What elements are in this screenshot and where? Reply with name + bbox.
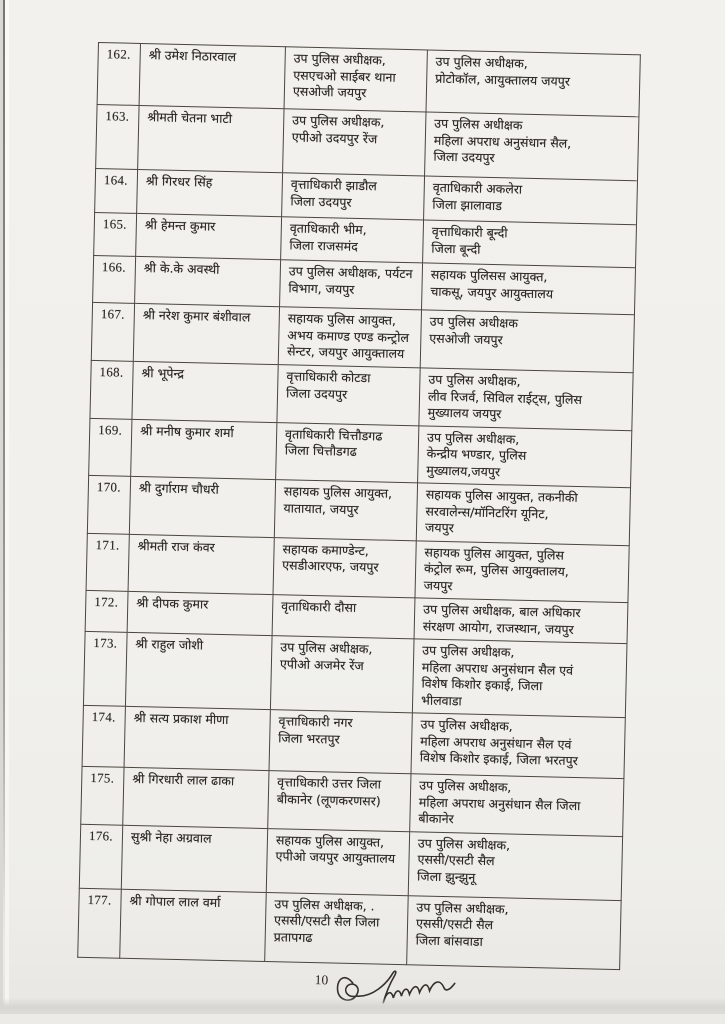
to-post-cell: सहायक पुलिस आयुक्त, तकनीकी सरवालेन्स/मॉनिटरिंग यूनिट, जयपुर <box>416 483 630 545</box>
table-row <box>96 104 639 180</box>
page-number: 10 <box>314 971 329 987</box>
serial-cell: 170. <box>87 475 130 533</box>
from-post-cell: उप पुलिस अधीक्षक, एसएचओ साईबर थाना एसओजी जयपुर <box>284 47 427 112</box>
to-post-cell: उप पुलिस अधीक्षक, महिला अपराध अनुसंधान सैल एवं विशेष किशोर इकाई, जिला भरतपुर <box>411 713 625 779</box>
to-post-cell: उप पुलिस अधीक्षक, एससी/एसटी सैल जिला झुन्झुनू <box>408 831 622 900</box>
serial-cell: 166. <box>93 255 136 303</box>
scan-bottom-edge <box>0 998 725 1014</box>
serial-cell: 167. <box>91 302 134 361</box>
name-cell: श्री सत्य प्रकाश मीणा <box>124 706 270 770</box>
sheet-content <box>76 42 640 1024</box>
name-cell: श्रीमती राज कंवर <box>128 534 274 595</box>
name-cell: श्री मनीष कुमार शर्मा <box>131 419 277 480</box>
name-cell: श्री दुर्गाराम चौधरी <box>129 476 275 537</box>
from-post-cell: वृताधिकारी भीम, जिला राजसमंद <box>281 217 424 263</box>
to-post-cell: उप पुलिस अधीक्षक, लीव रिजर्व, सिविल राईट्स, पुलिस मुख्यालय जयपुर <box>419 368 633 430</box>
serial-cell: 163. <box>96 104 139 169</box>
from-post-cell: वृत्ताधिकारी कोटडा जिला उदयपुर <box>277 365 420 426</box>
serial-cell: 169. <box>89 418 132 476</box>
name-cell: श्री गिरधारी लाल ढाका <box>123 767 269 828</box>
name-cell: श्री भूपेन्द्र <box>132 361 278 422</box>
serial-cell: 172. <box>85 590 128 632</box>
from-post-cell: उप पुलिस अधीक्षक, पर्यटन विभाग, जयपुर <box>280 260 423 310</box>
transfer-table <box>77 42 641 970</box>
serial-cell: 164. <box>95 168 138 213</box>
scan-left-edge-highlight <box>5 0 9 1024</box>
from-post-cell: वृत्ताधिकारी झाडौल जिला उदयपुर <box>282 173 425 220</box>
serial-cell: 175. <box>81 766 124 824</box>
name-cell: श्री हेमन्त कुमार <box>136 213 282 259</box>
name-cell: श्री नरेश कुमार बंशीवाल <box>133 303 279 364</box>
to-post-cell: उप पुलिस अधीक्षक, एससी/एसटी सैल जिला बांसवाडा <box>407 895 622 969</box>
to-post-cell: सहायक पुलिसस आयुक्त, चाकसू, जयपुर आयुक्तालय <box>422 263 636 315</box>
from-post-cell: वृत्ताधिकारी उत्तर जिला बीकानेर (लूणकरणसर) <box>268 771 411 832</box>
table-row <box>79 824 622 900</box>
to-post-cell: उप पुलिस अधीक्षक एसओजी जयपुर <box>420 310 634 373</box>
serial-cell: 165. <box>94 212 137 256</box>
from-post-cell: वृत्ताधिकारी नगर जिला भरतपुर <box>269 710 412 774</box>
serial-cell: 176. <box>79 824 122 889</box>
serial-cell: 173. <box>83 631 127 706</box>
to-post-cell: उप पुलिस अधीक्षक महिला अपराध अनुसंधान सैल, जिला उदयपुर <box>425 112 639 181</box>
to-post-cell: वृताधिकारी अकलेरा जिला झालावाड <box>424 176 638 225</box>
name-cell: श्री उमेश निठारवाल <box>139 43 285 108</box>
name-cell: श्री के.के अवस्थी <box>135 256 281 306</box>
from-post-cell: वृताधिकारी चित्तौडगढ जिला चित्तौडगढ <box>276 422 419 483</box>
from-post-cell: सहायक पुलिस आयुक्त, अभय कमाण्ड एण्ड कन्ट्रोल सेन्टर, जयपुर आयुक्तालय <box>278 307 421 368</box>
to-post-cell: वृत्ताधिकारी बून्दी जिला बून्दी <box>423 220 637 268</box>
scan-bottom-strip <box>0 1014 725 1024</box>
table-row <box>83 631 627 717</box>
name-cell: श्री दीपक कुमार <box>127 591 273 635</box>
to-post-cell: सहायक पुलिस आयुक्त, पुलिस कंट्रोल रूम, पुलिस आयुक्तालय, जयपुर <box>415 540 629 602</box>
serial-cell: 174. <box>82 705 125 767</box>
serial-cell: 162. <box>97 43 140 106</box>
to-post-cell: उप पुलिस अधीक्षक, महिला अपराध अनुसंधान सैल एवं विशेष किशोर इकाई, जिला भीलवाडा <box>412 639 627 718</box>
serial-cell: 177. <box>78 888 122 958</box>
serial-cell: 168. <box>90 360 133 418</box>
name-cell: श्री गोपाल लाल वर्मा <box>120 889 267 961</box>
name-cell: श्री राहुल जोशी <box>125 632 272 709</box>
from-post-cell: उप पुलिस अधीक्षक, . एससी/एसटी सैल जिला प्रतापगढ <box>265 892 409 964</box>
table-row <box>78 888 621 969</box>
to-post-cell: उप पुलिस अधीक्षक, प्रोटोकॉल, आयुक्तालय जयपुर <box>426 50 640 117</box>
from-post-cell: वृताधिकारी दौसा <box>272 595 415 639</box>
to-post-cell: उप पुलिस अधीक्षक, बाल अधिकार संरक्षण आयोग, राजस्थान, जयपुर <box>414 598 628 644</box>
from-post-cell: उप पुलिस अधीक्षक, एपीओ उदयपुर रेंज <box>283 109 426 176</box>
to-post-cell: उप पुलिस अधीक्षक, केन्द्रीय भण्डार, पुलिस मुख्यालय,जयपुर <box>418 425 632 487</box>
from-post-cell: उप पुलिस अधीक्षक, एपीओ अजमेर रेंज <box>270 636 414 713</box>
name-cell: सुश्री नेहा अग्रवाल <box>121 825 267 892</box>
name-cell: श्रीमती चेतना भाटी <box>138 105 284 172</box>
to-post-cell: उप पुलिस अधीक्षक, महिला अपराध अनुसंधान सैल जिला बीकानेर <box>410 774 624 836</box>
from-post-cell: सहायक कमाण्डेन्ट, एसडीआरएफ, जयपुर <box>273 537 416 598</box>
from-post-cell: सहायक पुलिस आयुक्त, एपीओ जयपुर आयुक्तालय <box>266 828 409 895</box>
name-cell: श्री गिरधर सिंह <box>137 169 283 216</box>
from-post-cell: सहायक पुलिस आयुक्त, यातायात, जयपुर <box>274 480 417 541</box>
serial-cell: 171. <box>86 533 129 591</box>
